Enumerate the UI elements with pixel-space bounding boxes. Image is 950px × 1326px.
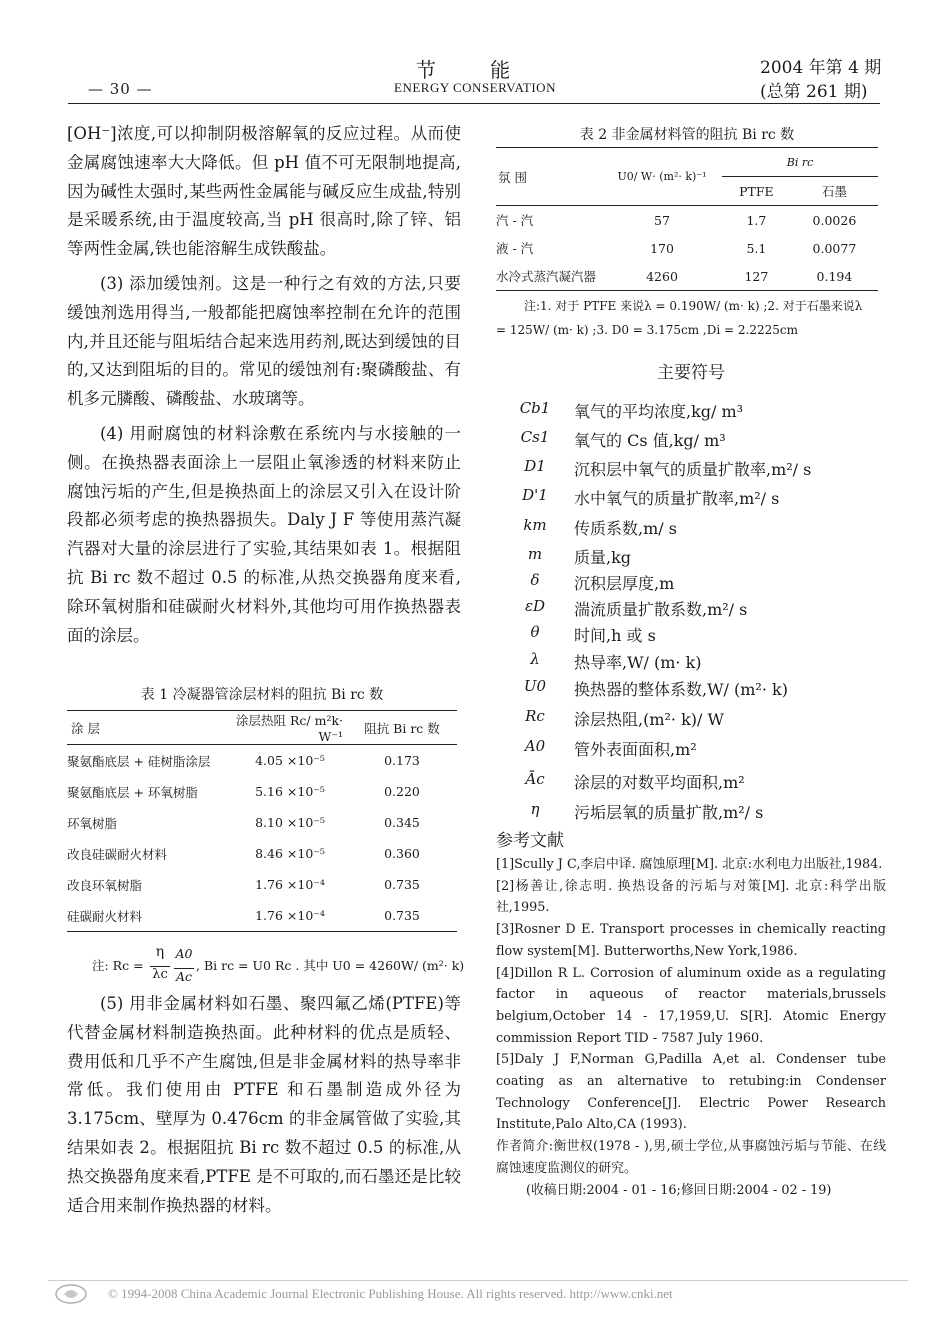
- symbol-desc: 沉积层中氧气的质量扩散率,m²/ s: [574, 460, 812, 479]
- symbol-desc: 氧气的 Cs 值,kg/ m³: [574, 431, 726, 450]
- symbol: δ: [530, 571, 540, 589]
- table1-cell: 0.173: [384, 753, 420, 768]
- symbol-row: [500, 597, 880, 623]
- author-bio: 作者简介:衡世权(1978 - ),男,硕士学位,从事腐蚀污垢与节能、在线腐蚀速度监测仪的研究。: [496, 1139, 886, 1176]
- table2-cell: 0.0077: [812, 240, 857, 256]
- table1-cell: 聚氨酯底层 + 硅树脂涂层: [67, 753, 211, 769]
- table2-cell: 0.0026: [812, 212, 857, 228]
- reference-item: [2]杨善让,徐志明. 换热设备的污垢与对策[M]. 北京:科学出版社,1995.: [496, 878, 886, 916]
- symbol-desc: 质量,kg: [574, 548, 632, 567]
- table1-cell: 硅碳耐火材料: [67, 908, 143, 924]
- symbol-row: [500, 737, 880, 763]
- table-row: [67, 869, 457, 900]
- frac-bottom: Ac: [175, 969, 193, 984]
- journal-title-en: ENERGY CONSERVATION: [394, 80, 556, 95]
- frac-bottom: λc: [150, 966, 170, 982]
- symbol-row: [500, 677, 880, 703]
- header-rule: [68, 103, 880, 104]
- symbol-row: [500, 457, 880, 483]
- table2-header-range: 氛 围: [496, 148, 602, 206]
- symbol-row: [500, 623, 880, 649]
- table-row: [67, 838, 457, 869]
- symbol-desc: 污垢层氧的质量扩散,m²/ s: [574, 803, 764, 822]
- reference-item: [1]Scully J C,李启中译. 腐蚀原理[M]. 北京:水利电力出版社,1984.: [496, 857, 883, 872]
- table1-note: [92, 944, 465, 988]
- symbol-desc: 湍流质量扩散系数,m²/ s: [574, 600, 748, 619]
- table-row: [67, 900, 457, 932]
- table-row: [496, 262, 878, 291]
- table1-cell: 8.10 ×10⁻⁵: [255, 815, 325, 830]
- symbol: Cs1: [520, 428, 550, 446]
- publisher-logo-icon: [52, 1282, 90, 1308]
- table2-header-graphite: 石墨: [791, 177, 878, 206]
- table2-cell: 0.194: [816, 268, 853, 284]
- table1-cell: 0.735: [384, 908, 420, 923]
- table1-cell: 1.76 ×10⁻⁴: [255, 908, 325, 923]
- symbol: Rc: [525, 707, 545, 725]
- symbol: D1: [524, 457, 546, 475]
- table2-caption: 表 2 非金属材料管的阻抗 Bi rc 数: [579, 127, 795, 143]
- symbol-row: [500, 707, 880, 733]
- table2-cell: 4260: [646, 268, 678, 284]
- issue-info: [760, 56, 881, 104]
- table1-cell: 0.735: [384, 877, 420, 892]
- table2-note: [496, 294, 886, 342]
- table1-cell: 4.05 ×10⁻⁵: [255, 753, 325, 768]
- table2-cell: 127: [744, 268, 769, 284]
- table2-cell: 液 - 汽: [496, 241, 534, 256]
- symbol-desc: 涂层热阻,(m²· k)/ W: [574, 710, 724, 729]
- issue-number: 2004 年第 4 期: [760, 58, 882, 78]
- symbol: εD: [524, 597, 546, 615]
- table1-cell: 环氧树脂: [67, 815, 118, 831]
- frac-top: η: [155, 944, 165, 960]
- table1-cell: 0.360: [384, 846, 420, 861]
- footer-rule: [48, 1280, 908, 1281]
- table2-header-ptfe: PTFE: [722, 177, 791, 206]
- table1-cell: 8.46 ×10⁻⁵: [255, 846, 325, 861]
- note-prefix: 注: Rc =: [92, 958, 144, 973]
- symbol: km: [523, 516, 547, 534]
- symbol: D'1: [522, 486, 548, 504]
- symbol: U0: [523, 677, 547, 695]
- symbol-desc: 氧气的平均浓度,kg/ m³: [574, 402, 744, 421]
- left-column: [67, 120, 461, 650]
- table1-cell: 聚氨酯底层 + 环氧树脂: [67, 784, 198, 800]
- symbol: η: [530, 800, 540, 818]
- table2-note-line1: 注:1. 对于 PTFE 来说λ = 0.190W/ (m· k) ;2. 对于石墨来说λ: [524, 299, 863, 313]
- left-column-continued: [67, 990, 461, 1220]
- symbol-row: [500, 428, 880, 454]
- page-number: — 30 —: [88, 80, 153, 98]
- table1-cell: 0.220: [384, 784, 420, 799]
- symbol-row: [500, 800, 880, 826]
- table2-header-u0: U0/ W· (m²· k)⁻¹: [602, 148, 722, 206]
- symbol: θ: [530, 623, 540, 641]
- symbols-title: 主要符号: [657, 363, 725, 383]
- symbol-desc: 水中氧气的质量扩散率,m²/ s: [574, 489, 780, 508]
- symbol-desc: 热导率,W/ (m· k): [574, 653, 702, 672]
- note-rest: , Bi rc = U0 Rc . 其中 U0 = 4260W/ (m²· k): [196, 958, 465, 973]
- table-row: [496, 234, 878, 262]
- received-dates: (收稿日期:2004 - 01 - 16;修回日期:2004 - 02 - 19): [526, 1182, 832, 1198]
- paragraph-coating: (4) 用耐腐蚀的材料涂敷在系统内与水接触的一侧。在换热器表面涂上一层阻止氧渗透的材料来防止腐蚀污垢的产生,但是换热面上的涂层又引入在设计阶段都必须考虑的换热器损失。Daly J F 等使用蒸汽凝汽器对大量的涂层进行了实验,其结果如表 1。根据阻抗 Bi rc 数不超过 0.5 的标准,从热交换器角度来看,除环氧树脂和硅碳耐火材料外,其他均可用作换热器表面的涂层。: [67, 423, 461, 645]
- table1-header-resistance: 涂层热阻 Rc/ m²k· W⁻¹: [236, 713, 343, 744]
- reference-item: [3]Rosner D E. Transport processes in chemically reacting flow system[M]. Butterworths,New York,1986.: [496, 922, 886, 959]
- symbol-row: [500, 516, 880, 542]
- table2-header-bi: Bi rc: [722, 148, 878, 177]
- table1-header-coating: 涂 层: [71, 720, 100, 736]
- symbol-desc: 沉积层厚度,m: [574, 574, 675, 593]
- table2-cell: 汽 - 汽: [496, 213, 534, 228]
- table-row: [67, 745, 457, 777]
- references-title: 参考文献: [496, 831, 564, 851]
- paragraph-oh: [OH⁻]浓度,可以抑制阴极溶解氧的反应过程。从而使金属腐蚀速率大大降低。但 pH 值不可无限制地提高,因为碱性太强时,某些两性金属能与碱反应生成盐,特别是采暖系统,由于温度较高,当 pH 很高时,除了锌、铝等两性金属,铁也能溶解生成铁酸盐。: [67, 124, 461, 259]
- references-list: [496, 854, 886, 1201]
- table2-note-line2: = 125W/ (m· k) ;3. D0 = 3.175cm ,Di = 2.2225cm: [496, 323, 798, 337]
- symbol-desc: 时间,h 或 s: [574, 626, 656, 645]
- table2-cell: 57: [654, 212, 670, 228]
- reference-item: [5]Daly J F,Norman G,Padilla A,et al. Condenser tube coating as an alternative to retubing:in Condenser Technology Conference[J]. Electric Power Research Institute,Palo Alto,CA (1993).: [496, 1052, 886, 1133]
- symbol: Āc: [525, 770, 545, 788]
- table-row: [496, 206, 878, 235]
- table1-cell: 改良硅碳耐火材料: [67, 846, 168, 862]
- table1-caption: 表 1 冷凝器管涂层材料的阻抗 Bi rc 数: [140, 687, 384, 703]
- frac-top: A0: [175, 946, 193, 961]
- table2: [496, 147, 878, 291]
- symbol-desc: 换热器的整体系数,W/ (m²· k): [574, 680, 788, 699]
- table-row: [67, 807, 457, 838]
- symbol: λ: [530, 650, 540, 668]
- symbol: A0: [524, 737, 546, 755]
- symbol-row: [500, 770, 880, 796]
- paragraph-nonmetal: (5) 用非金属材料如石墨、聚四氟乙烯(PTFE)等代替金属材料制造换热面。此种材料的优点是质轻、费用低和几乎不产生腐蚀,但是非金属材料的热导率非常低。我们使用由 PTFE 和石墨制造成外径为 3.175cm、壁厚为 0.476cm 的非金属管做了实验,其结果如表 2。根据阻抗 Bi rc 数不超过 0.5 的标准,从热交换器角度来看,PTFE 是不可取的,而石墨还是比较适合用来制作换热器的材料。: [67, 994, 461, 1215]
- table2-cell: 水冷式蒸汽凝汽器: [496, 269, 597, 284]
- table1: [67, 710, 457, 932]
- symbol: Cb1: [519, 399, 551, 417]
- symbol: m: [527, 545, 543, 563]
- reference-item: [4]Dillon R L. Corrosion of aluminum oxide as a regulating factor in aqueous of reactor materials,brussels belgium,October 14 - 17,1959,U. S[R]. Atomic Energy commission Report TID - 7587 July 1960.: [496, 965, 886, 1046]
- symbol-row: [500, 545, 880, 571]
- symbol-desc: 传质系数,m/ s: [574, 519, 677, 538]
- table1-cell: 0.345: [384, 815, 420, 830]
- symbol-desc: 涂层的对数平均面积,m²: [574, 773, 745, 792]
- paragraph-inhibitor: (3) 添加缓蚀剂。这是一种行之有效的方法,只要缓蚀剂选用得当,一般都能把腐蚀率控制在允许的范围内,并且还能与阻垢结合起来选用药剂,既达到缓蚀的目的,又达到阻垢的目的。常见的缓蚀剂有:聚磷酸盐、有机多元膦酸、磷酸盐、水玻璃等。: [67, 273, 461, 409]
- symbol-desc: 管外表面面积,m²: [574, 740, 697, 759]
- symbol-row: [500, 486, 880, 512]
- table1-cell: 改良环氧树脂: [67, 877, 143, 893]
- issue-total: (总第 261 期): [760, 82, 868, 102]
- table-row: [67, 776, 457, 807]
- table1-cell: 1.76 ×10⁻⁴: [255, 877, 325, 892]
- symbol-row: [500, 571, 880, 597]
- table1-cell: 5.16 ×10⁻⁵: [255, 784, 325, 799]
- table2-cell: 1.7: [746, 212, 767, 228]
- symbol-row: [500, 399, 880, 425]
- journal-title-cn: 节 能: [415, 58, 535, 82]
- symbol-row: [500, 650, 880, 676]
- table2-cell: 170: [650, 240, 674, 256]
- table1-header-bi: 阻抗 Bi rc 数: [364, 720, 440, 736]
- copyright-footer: © 1994-2008 China Academic Journal Electronic Publishing House. All rights reserved. http://www.cnki.net: [108, 1286, 673, 1301]
- table2-cell: 5.1: [746, 240, 767, 256]
